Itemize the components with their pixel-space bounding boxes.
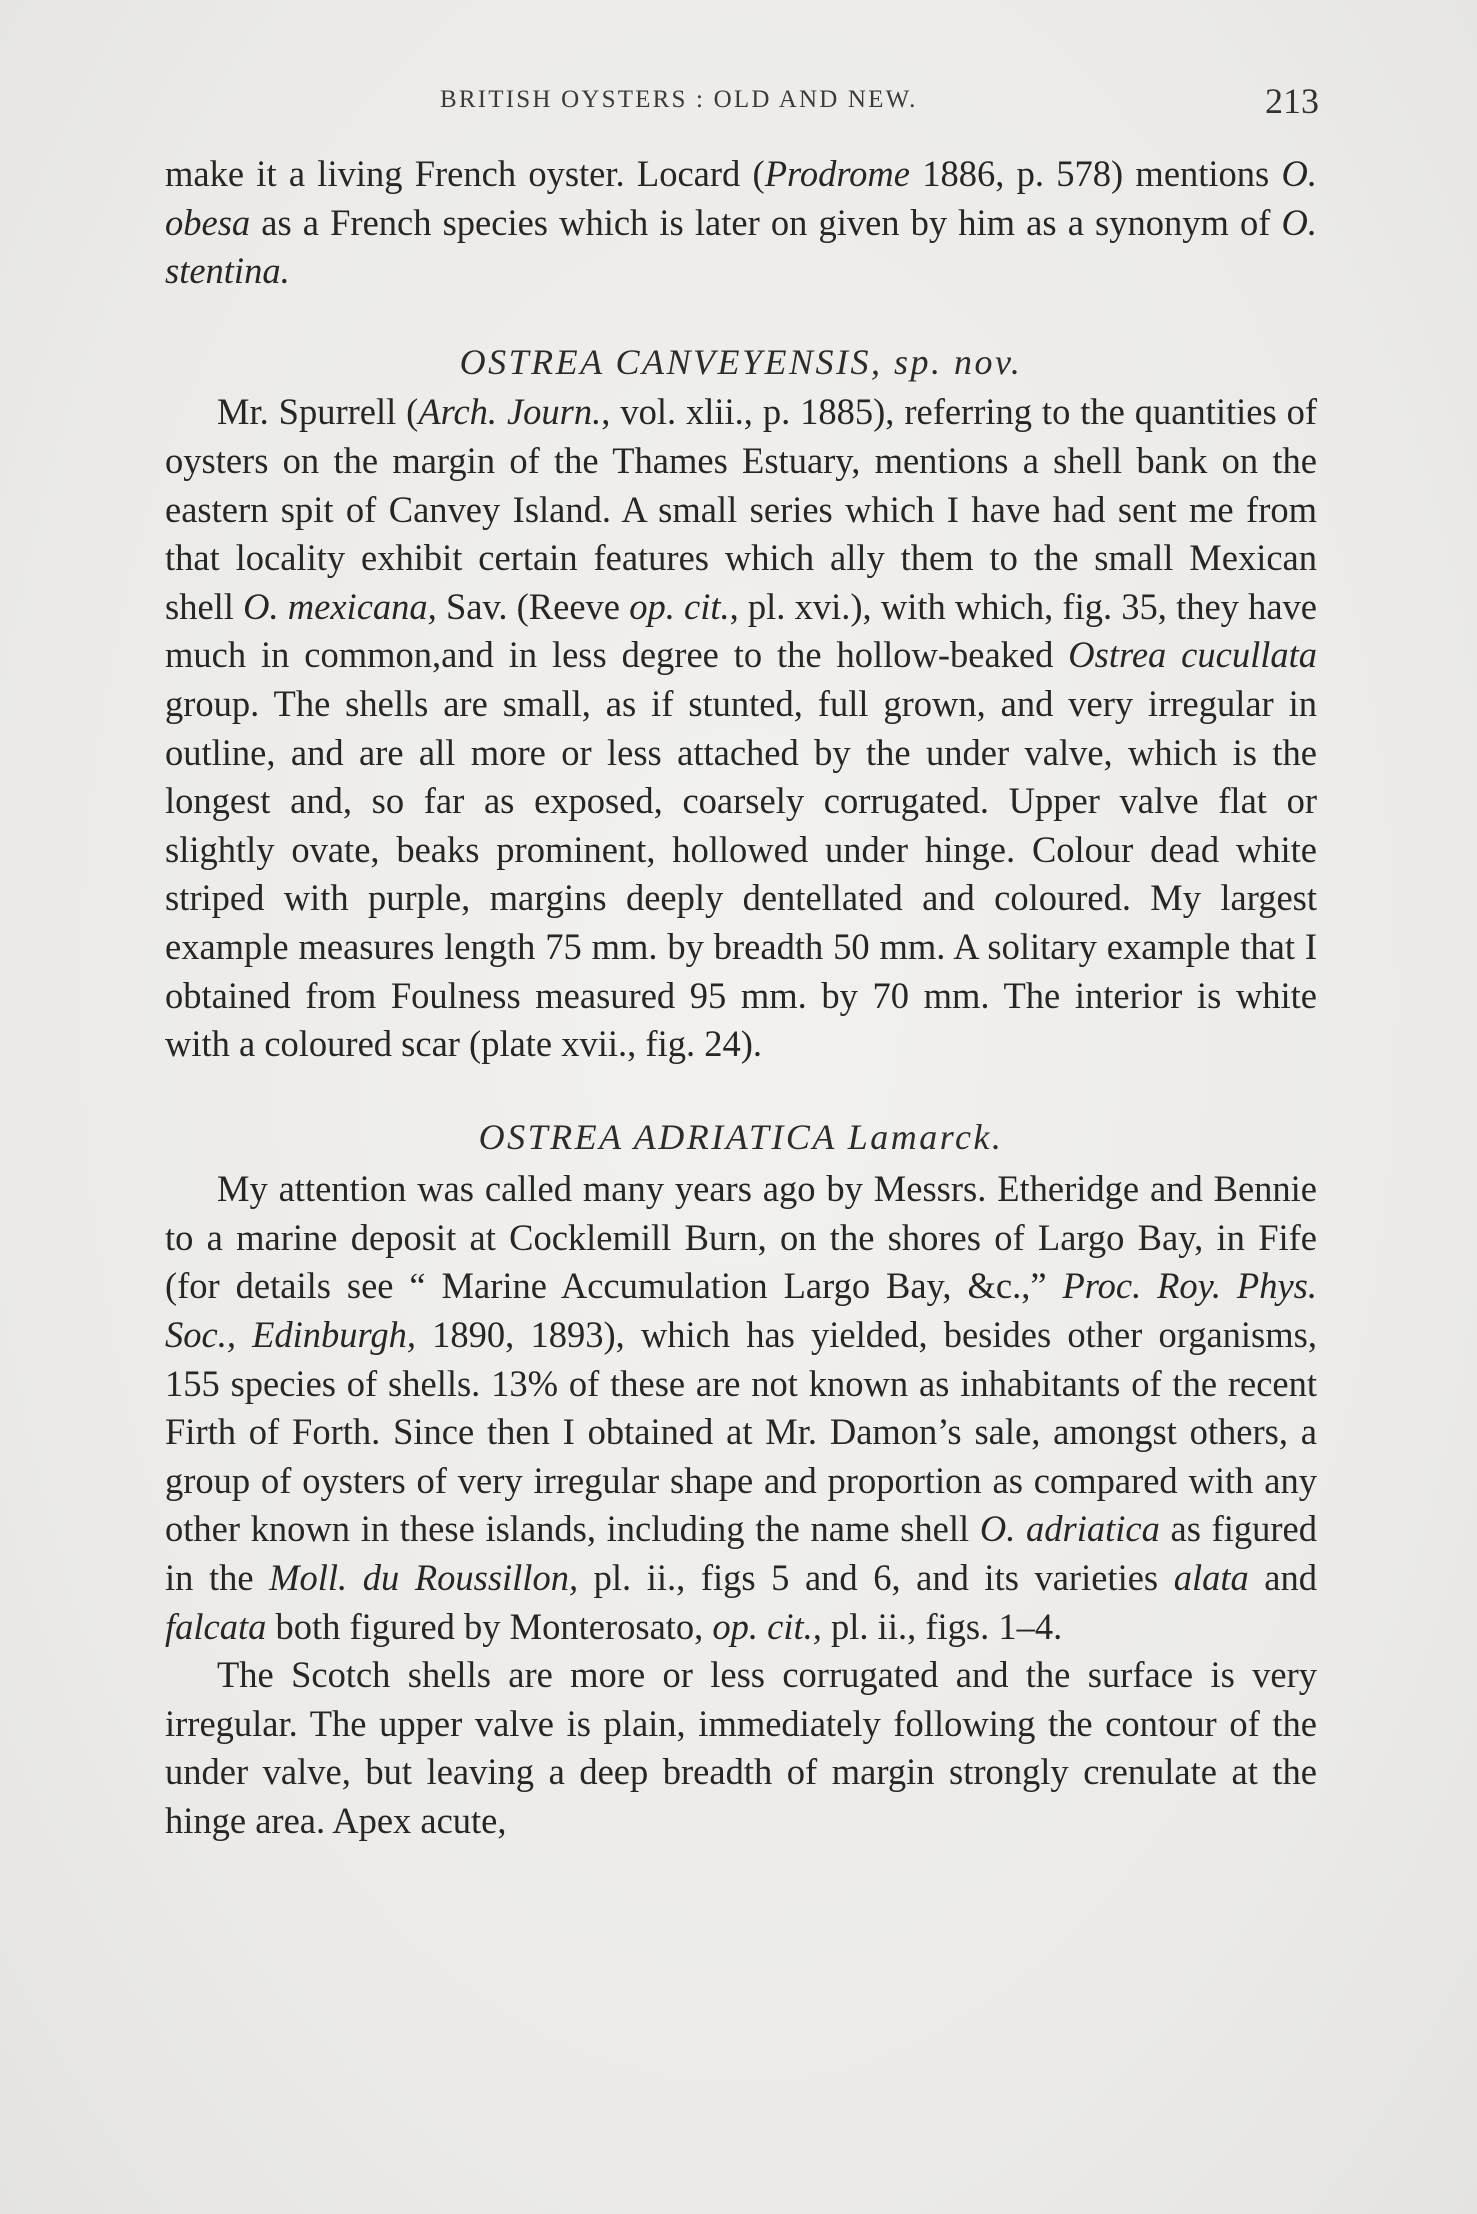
text-run: and — [1248, 1557, 1318, 1599]
text-run: The Scotch shells are more or less corrugated and the surface is very irregular. The upper valve is plain, immediately following the contour of the under valve, but leaving a deep breadth of margin strongly crenulate at the hinge area. Apex acute, — [165, 1654, 1317, 1841]
paragraph-canveyensis — [165, 388, 1317, 1068]
italic-text-run: O. adriatica — [979, 1508, 1160, 1550]
italic-text-run: OSTREA CANVEYENSIS, sp. nov. — [459, 341, 1023, 382]
text-run: , pl. xvi.), with which, fig. 35, they have much in common,and in less degree to the hollow-beaked — [165, 585, 1318, 676]
section-heading-ostrea-canveyensis — [165, 338, 1317, 387]
paragraph-continuation — [165, 150, 1317, 296]
text-run: 1890, 1893), which has yielded, besides other organisms, 155 species of shells. 13% of these are not known as inhabitants of the recent Firth of Forth. Since then I obtained at Mr. Damon’s sale, amongst others, a group of oysters of very irregular shape and proportion as compared with any other known in these islands, including the name shell — [165, 1314, 1317, 1550]
text-run: group. The shells are small, as if stunted, full grown, and very irregular in outline, and are all more or less attached by the under valve, which is the longest and, so far as exposed, coarsely corrugated. Upper valve flat or slightly ovate, beaks prominent, hollowed under hinge. Colour dead white striped with purple, margins deeply dentellated and coloured. My largest example measures length 75 mm. by breadth 50 mm. A solitary example that I obtained from Foulness measured 95 mm. by 70 mm. The interior is white with a coloured scar (plate xvii., fig. 24). — [165, 682, 1317, 1065]
italic-text-run: op. cit. — [629, 585, 730, 627]
text-run: as a French species which is later on given by him as a synonym of — [250, 201, 1282, 243]
paragraph-adriatica — [165, 1165, 1317, 1651]
text-run: Mr. Spurrell ( — [217, 391, 419, 433]
italic-text-run: O. mexicana, — [243, 585, 437, 627]
italic-text-run: op. cit., — [712, 1605, 822, 1647]
text-run: make it a living French oyster. Locard ( — [165, 153, 765, 194]
running-head: BRITISH OYSTERS : OLD AND NEW. — [440, 86, 918, 113]
italic-text-run: Moll. du Roussillon, — [269, 1557, 579, 1599]
italic-text-run: Arch. Journ. — [418, 391, 602, 433]
italic-text-run: Prodrome — [764, 153, 910, 194]
text-run: pl. ii., figs. 1–4. — [821, 1605, 1063, 1647]
italic-text-run: O. obesa — [165, 153, 1318, 243]
text-run: My attention was called many years ago by Messrs. Etheridge and Bennie to a marine deposit at Cocklemill Burn, on the shores of Largo Bay, in Fife (for details see “ Marine Accumulation Largo Bay, &c.,” — [165, 1168, 1317, 1307]
text-run: 1886, p. 578) mentions — [910, 153, 1282, 194]
page-header — [0, 80, 1477, 130]
text-run: both figured by Monterosato, — [266, 1605, 713, 1647]
text-run: Sav. (Reeve — [436, 585, 630, 627]
italic-text-run: Ostrea cucullata — [1068, 634, 1317, 676]
page-body — [165, 150, 1317, 1846]
text-run: as figured in the — [165, 1508, 1318, 1599]
italic-text-run: alata — [1173, 1557, 1249, 1599]
text-run: , vol. xlii., p. 1885), referring to the quantities of oysters on the margin of the Thames Estuary, mentions a shell bank on the eastern spit of Canvey Island. A small series which I have had sent me from that locality exhibit certain features which ally them to the small Mexican shell — [165, 391, 1318, 627]
text-run: pl. ii., figs 5 and 6, and its varieties — [578, 1557, 1174, 1599]
italic-text-run: falcata — [165, 1605, 267, 1647]
page-number: 213 — [1265, 81, 1319, 121]
section-heading-ostrea-adriatica — [165, 1113, 1317, 1162]
italic-text-run: OSTREA ADRIATICA Lamarck. — [478, 1116, 1004, 1157]
italic-text-run: Proc. Roy. Phys. Soc., Edinburgh, — [165, 1265, 1317, 1356]
italic-text-run: O. stentina. — [165, 201, 1317, 292]
paragraph-scotch-shells — [165, 1651, 1317, 1845]
